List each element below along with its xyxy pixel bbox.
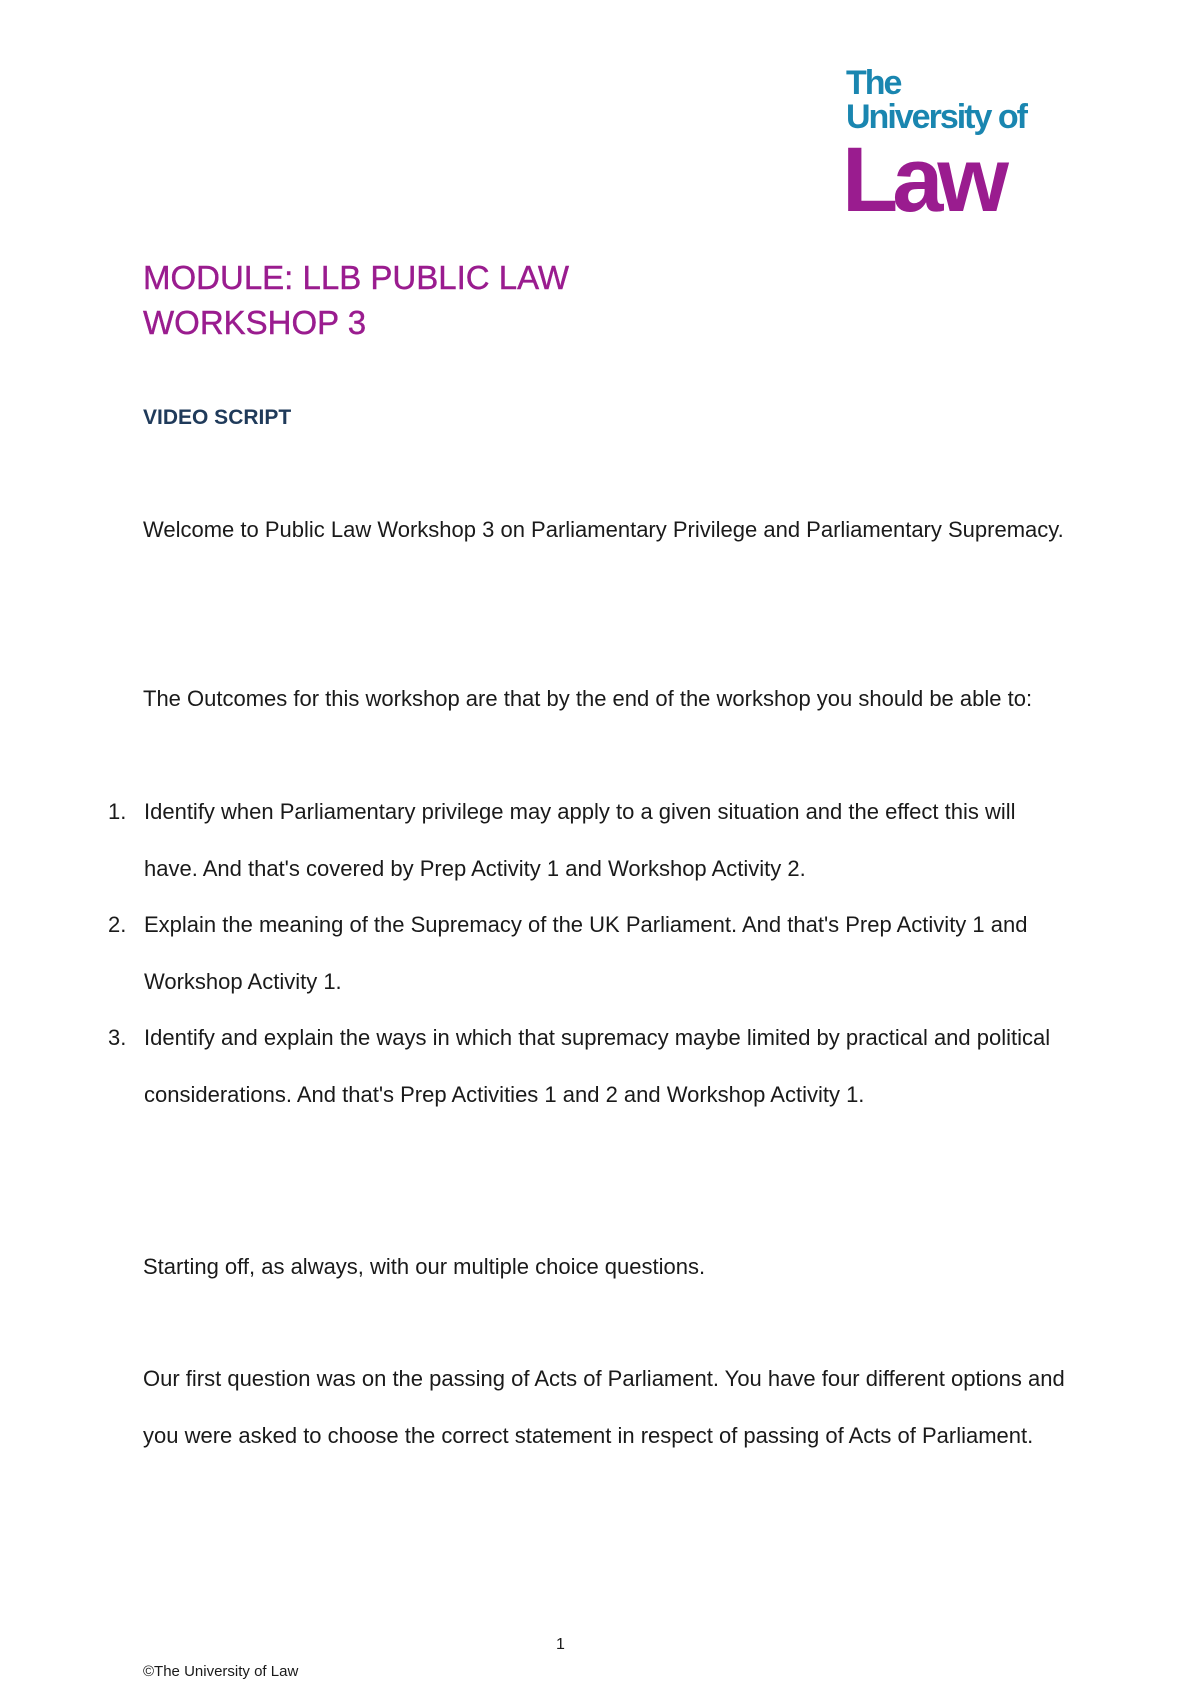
section-heading: VIDEO SCRIPT <box>143 406 292 429</box>
outcome-text: Identify when Parliamentary privilege may apply to a given situation and the effect this will have. And that's covered by Prep Activity 1 and Workshop Activity 2. <box>144 799 1016 881</box>
mcq-intro-paragraph: Starting off, as always, with our multiple choice questions. <box>143 1254 706 1279</box>
logo-line-the: The <box>846 64 901 102</box>
outcome-text: Identify and explain the ways in which that supremacy maybe limited by practical and political considerations. And that's Prep Activities 1 and 2 and Workshop Activity 1. <box>144 1025 1051 1107</box>
university-of-law-logo <box>842 64 1036 231</box>
outcome-item <box>100 784 1073 897</box>
logo-line-university-of: University of <box>846 98 1026 136</box>
module-title <box>143 255 569 345</box>
outcome-number: 3. <box>108 1025 127 1050</box>
outcome-text: Explain the meaning of the Supremacy of the UK Parliament. And that's Prep Activity 1 and Workshop Activity 1. <box>144 912 1028 994</box>
outcome-item <box>100 1010 1073 1123</box>
outcomes-intro-paragraph: The Outcomes for this workshop are that by the end of the workshop you should be able to: <box>143 686 1033 711</box>
module-line: MODULE: LLB PUBLIC LAW <box>143 259 570 296</box>
copyright-footer: ©The University of Law <box>143 1663 299 1680</box>
outcomes-list <box>100 784 1073 1123</box>
outcome-number: 2. <box>108 912 127 937</box>
workshop-line: WORKSHOP 3 <box>143 304 367 341</box>
welcome-paragraph: Welcome to Public Law Workshop 3 on Parliamentary Privilege and Parliamentary Supremacy. <box>143 517 1064 542</box>
first-question-paragraph: Our first question was on the passing of Acts of Parliament. You have four different options and you were asked to choose the correct statement in respect of passing of Acts of Parliament. <box>143 1366 1065 1448</box>
outcome-number: 1. <box>108 799 127 824</box>
logo-line-law: Law <box>842 129 1003 231</box>
page-number: 1 <box>556 1636 565 1653</box>
outcome-item <box>100 897 1073 1010</box>
